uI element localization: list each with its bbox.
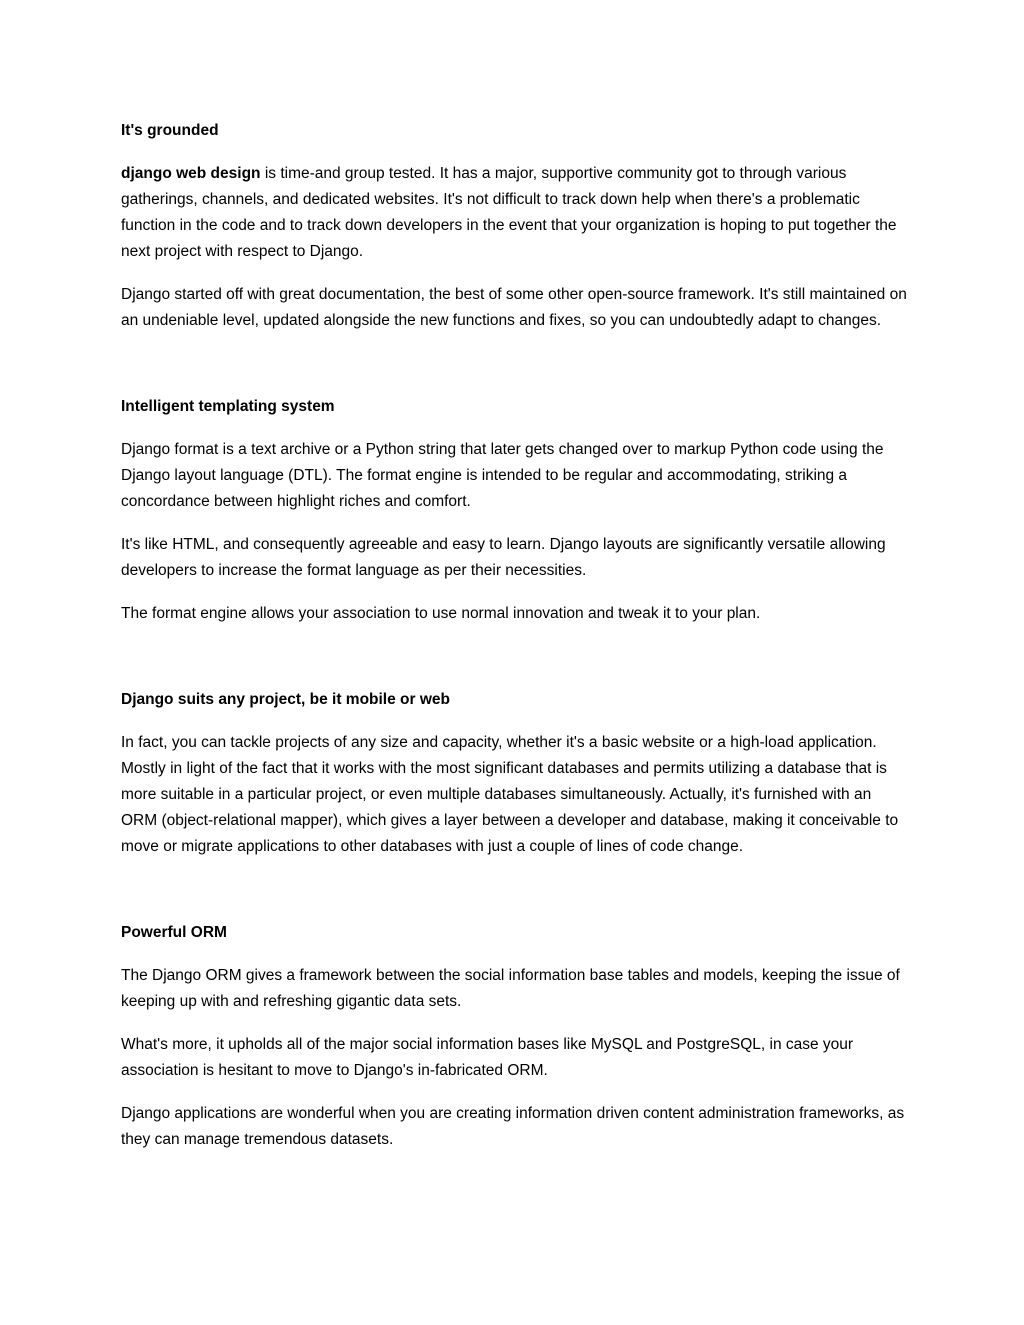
- section-heading: Intelligent templating system: [121, 398, 335, 415]
- section-heading: Django suits any project, be it mobile or web: [121, 691, 450, 708]
- paragraph: In fact, you can tackle projects of any size and capacity, whether it's a basic website or a high-load application. Mostly in light of the fact that it works with the most significant databases and permits utilizing a database that is more suitable in a particular project, or even multiple databases simultaneously. Actually, it's furnished with an ORM (object-relational mapper), which gives a layer between a developer and database, making it conceivable to move or migrate applications to other databases with just a couple of lines of code change.: [121, 734, 899, 855]
- paragraph: [121, 161, 911, 265]
- document-body: [121, 112, 911, 1153]
- paragraph: The Django ORM gives a framework between the social information base tables and models, keeping the issue of keeping up with and refreshing gigantic data sets.: [121, 967, 900, 1010]
- paragraph: What's more, it upholds all of the major social information bases like MySQL and PostgreSQL, in case your association is hesitant to move to Django's in-fabricated ORM.: [121, 1036, 854, 1079]
- section-heading: Powerful ORM: [121, 924, 227, 941]
- paragraph: Django format is a text archive or a Python string that later gets changed over to markup Python code using the Django layout language (DTL). The format engine is intended to be regular and accommodating, striking a concordance between highlight riches and comfort.: [121, 441, 884, 510]
- section-grounded: [121, 118, 911, 334]
- section-templating: [121, 394, 911, 627]
- section-orm: [121, 920, 911, 1153]
- paragraph: Django started off with great documentation, the best of some other open-source framework. It's still maintained on an undeniable level, updated alongside the new functions and fixes, so you can undoubtedly adapt to changes.: [121, 286, 907, 329]
- paragraph-lead: django web design: [121, 165, 261, 182]
- section-heading: It's grounded: [121, 122, 219, 139]
- paragraph: It's like HTML, and consequently agreeable and easy to learn. Django layouts are significantly versatile allowing developers to increase the format language as per their necessities.: [121, 536, 886, 579]
- section-mobile-web: [121, 687, 911, 860]
- paragraph-text: is time-and group tested. It has a major, supportive community got to through various gatherings, channels, and dedicated websites. It's not difficult to track down help when there's a problematic function in the code and to track down developers in the event that your organization is hoping to put together the next project with respect to Django.: [121, 165, 897, 260]
- paragraph: Django applications are wonderful when you are creating information driven content administration frameworks, as they can manage tremendous datasets.: [121, 1105, 905, 1148]
- paragraph: The format engine allows your association to use normal innovation and tweak it to your plan.: [121, 605, 761, 622]
